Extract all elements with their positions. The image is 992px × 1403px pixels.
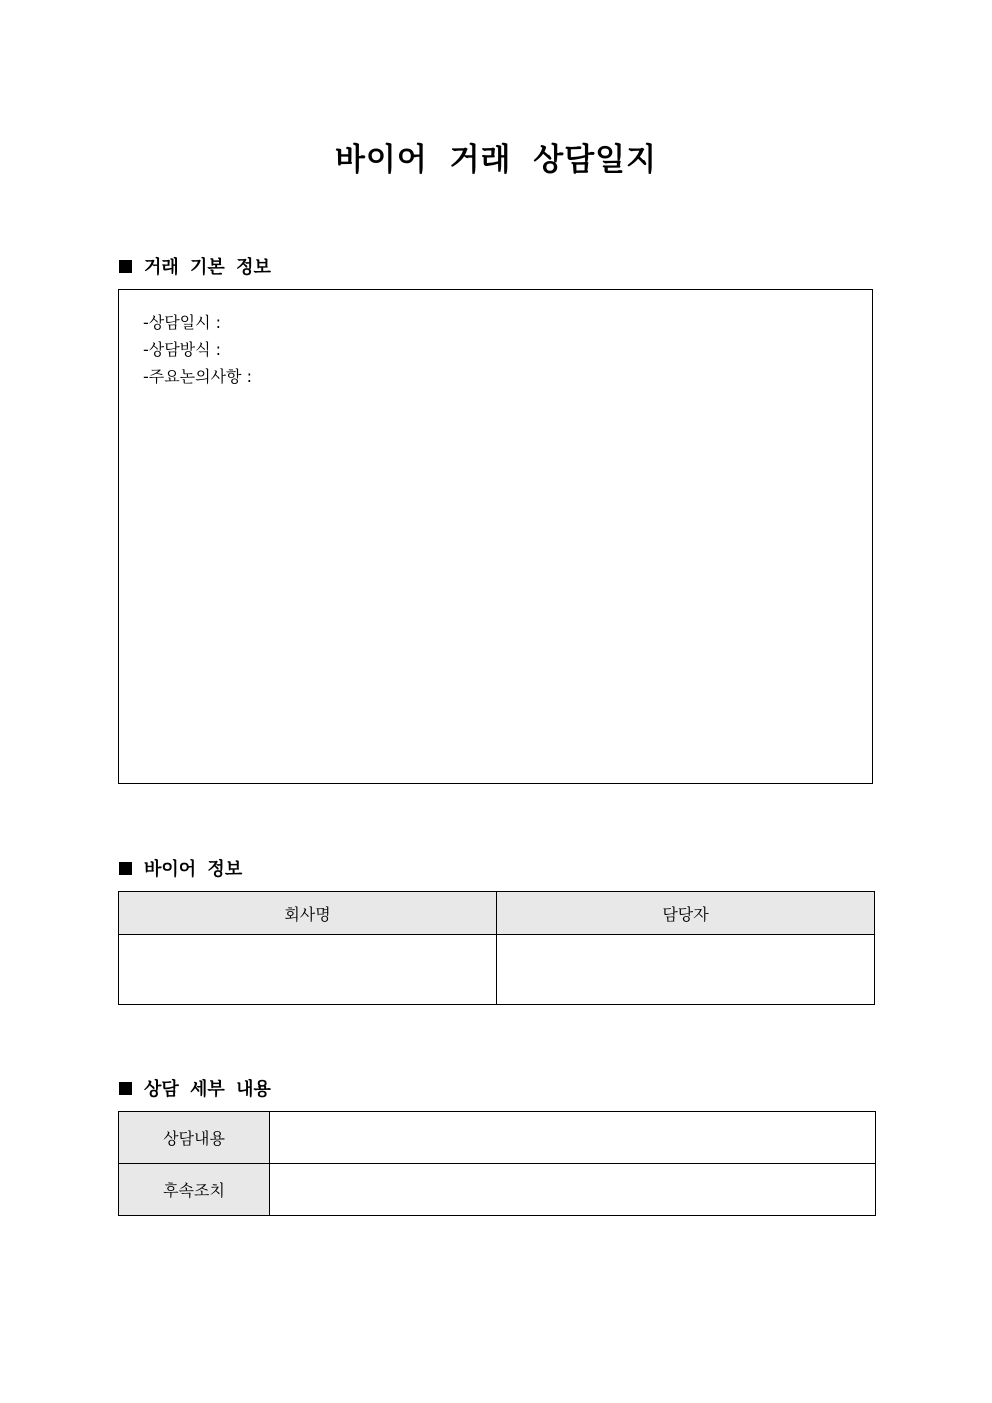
section-heading-buyer bbox=[119, 855, 242, 881]
consult-datetime-line: -상담일시 : bbox=[143, 313, 222, 332]
table-header-row bbox=[119, 892, 875, 935]
section-heading-basic bbox=[119, 253, 271, 279]
table-row bbox=[119, 1164, 876, 1216]
consult-detail-table bbox=[118, 1111, 876, 1216]
buyer-info-table bbox=[118, 891, 875, 1005]
company-name-header: 회사명 bbox=[119, 892, 497, 935]
table-row bbox=[119, 1112, 876, 1164]
consult-content-cell[interactable] bbox=[270, 1112, 876, 1164]
table-row bbox=[119, 935, 875, 1005]
main-topics-line: -주요논의사항 : bbox=[143, 367, 252, 386]
contact-person-header: 담당자 bbox=[497, 892, 875, 935]
basic-info-box[interactable] bbox=[118, 289, 873, 784]
section-heading-detail bbox=[119, 1075, 271, 1101]
section-heading-label: 거래 기본 정보 bbox=[144, 257, 271, 278]
consult-content-label: 상담내용 bbox=[119, 1112, 270, 1164]
contact-person-cell[interactable] bbox=[497, 935, 875, 1005]
consult-method-line: -상담방식 : bbox=[143, 340, 222, 359]
follow-up-cell[interactable] bbox=[270, 1164, 876, 1216]
square-bullet-icon bbox=[119, 260, 132, 273]
section-heading-label: 상담 세부 내용 bbox=[144, 1079, 271, 1100]
square-bullet-icon bbox=[119, 862, 132, 875]
company-name-cell[interactable] bbox=[119, 935, 497, 1005]
follow-up-label: 후속조치 bbox=[119, 1164, 270, 1216]
square-bullet-icon bbox=[119, 1082, 132, 1095]
document-title: 바이어 거래 상담일지 bbox=[334, 142, 658, 178]
section-heading-label: 바이어 정보 bbox=[144, 859, 243, 880]
